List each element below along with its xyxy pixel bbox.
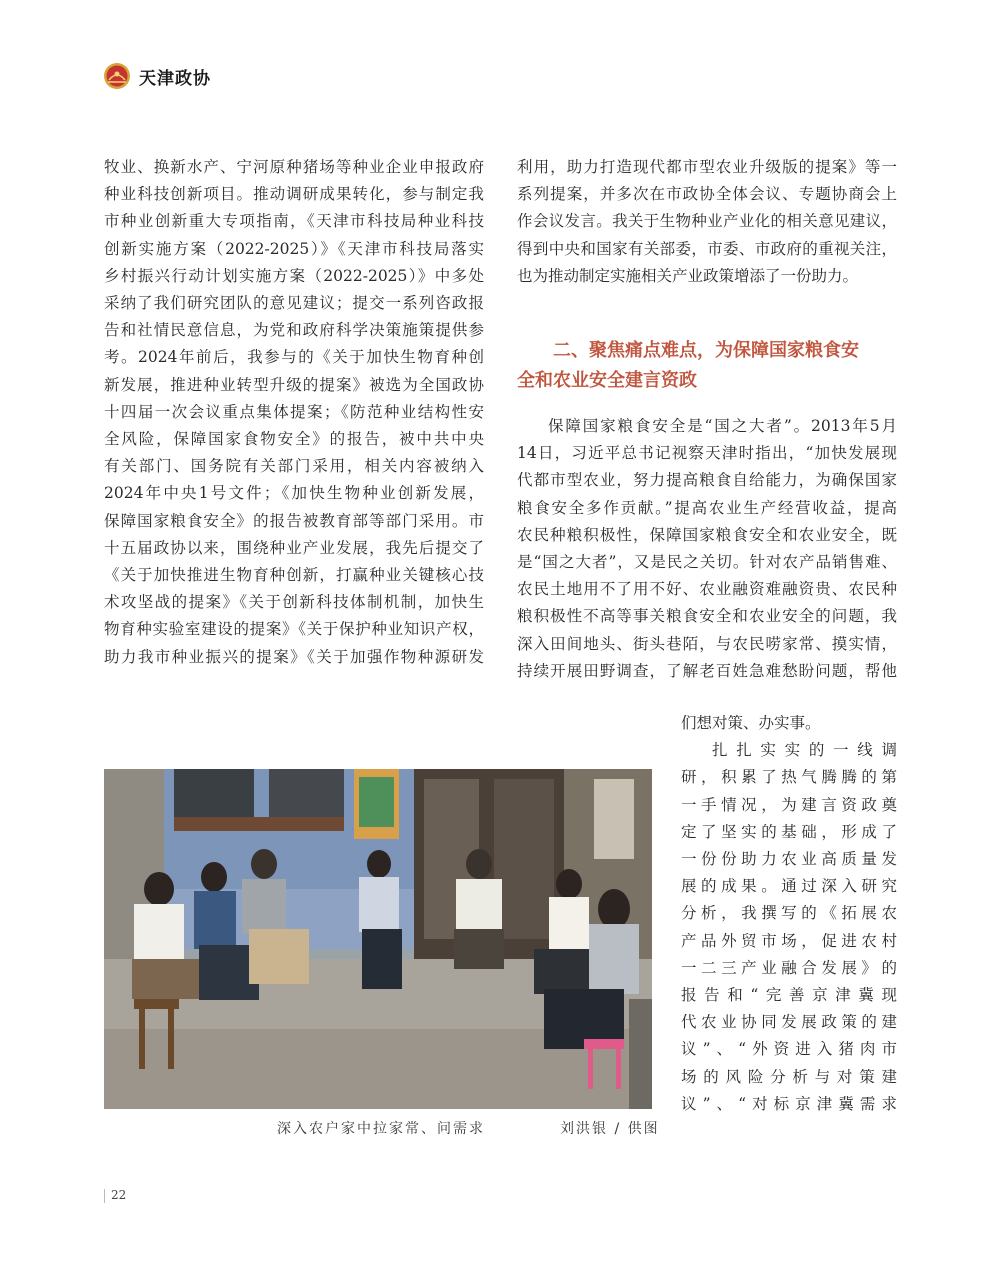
text-line: 14日，习近平总书记视察天津时指出，“加快发展现: [517, 444, 897, 463]
right-column-body-text: [517, 413, 897, 685]
text-line: 创新实施方案（2022-2025）》《天津市科技局落实: [104, 239, 484, 258]
text-line: 粮积极性不高等事关粮食安全和农业安全的问题，我: [517, 607, 897, 626]
section-heading-line: 全和农业安全建言资政: [517, 370, 697, 391]
text-line: 研，积累了热气腾腾的第: [681, 768, 897, 787]
text-line: 粮食安全多作贡献。”提高农业生产经营收益，提高: [517, 498, 897, 517]
text-line: 深入田间地头、街头巷陌，与农民唠家常、摸实情，: [517, 634, 897, 653]
photo-caption: 深入农户家中拉家常、问需求: [277, 1121, 485, 1137]
text-line: 系列提案，并多次在市政协全体会议、专题协商会上: [517, 185, 897, 204]
text-line: 考。2024年前后，我参与的《关于加快生物育种创: [104, 348, 484, 367]
text-line: 乡村振兴行动计划实施方案（2022-2025）》中多处: [104, 266, 484, 285]
right-column-top-text: [517, 154, 897, 290]
text-line: 场的风险分析与对策建: [681, 1067, 897, 1086]
text-line: 市种业创新重大专项指南，《天津市科技局种业科技: [104, 212, 484, 231]
text-line: 农民土地用不了用不好、农业融资难融资贵、农民种: [517, 580, 897, 599]
text-line: 分析，我撰写的《拓展农: [681, 904, 897, 923]
page-number-divider: [104, 1189, 105, 1203]
text-line: 扎扎实实的一线调: [712, 741, 897, 760]
page-number-text: 22: [111, 1188, 127, 1202]
section-heading-line: 二、聚焦痛点难点，为保障国家粮食安: [553, 340, 859, 361]
text-line: 展的成果。通过深入研究: [681, 877, 897, 896]
text-line: 牧业、换新水产、宁河原种猪场等种业企业申报政府: [104, 158, 484, 176]
text-line: 代农业协同发展政策的建: [681, 1013, 897, 1032]
left-paragraph: [104, 154, 484, 671]
text-line: 代都市型农业，努力提高粮食自给能力，为确保国家: [517, 471, 897, 490]
text-line: 新发展，推进种业转型升级的提案》被选为全国政协: [104, 375, 484, 394]
text-line: 助力我市种业振兴的提案》《关于加强作物种源研发: [104, 647, 484, 666]
text-line: 农民种粮积极性，保障国家粮食安全和农业安全，既: [517, 525, 897, 544]
text-line: 采纳了我们研究团队的意见建议；提交一系列咨政报: [104, 294, 484, 313]
text-line: 2024年中央1号文件；《加快生物种业创新发展，: [104, 484, 484, 503]
text-line: 保障国家粮食安全》的报告被教育部等部门采用。市: [104, 511, 484, 530]
text-line: 告和社情民意信息，为党和政府科学决策施策提供参: [104, 321, 484, 340]
text-line: 一份份助力农业高质量发: [681, 850, 897, 869]
text-line: 们想对策、办实事。: [681, 714, 821, 732]
text-line: 保障国家粮食安全是“国之大者”。2013年5月: [548, 417, 897, 435]
text-line: 作会议发言。我关于生物种业产业化的相关意见建议，: [517, 212, 897, 231]
text-line: 全风险，保障国家食物安全》的报告，被中共中央: [104, 430, 484, 449]
right-body-paragraph: [517, 413, 897, 685]
text-line: 定了坚实的基础，形成了: [681, 822, 897, 841]
text-line: 十五届政协以来，围绕种业产业发展，我先后提交了: [104, 538, 484, 557]
text-line: 术攻坚战的提案》《关于创新科技体制机制，加快生: [104, 593, 484, 612]
text-line: 持续开展田野调查，了解老百姓急难愁盼问题，帮他: [517, 661, 897, 680]
text-line: 一手情况，为建言资政奠: [681, 795, 897, 814]
text-line: 报告和“完善京津冀现: [681, 986, 897, 1005]
text-line: 十四届一次会议重点集体提案；《防范种业结构性安: [104, 402, 484, 421]
text-line: 《关于加快推进生物育种创新，打赢种业关键核心技: [104, 566, 484, 585]
right-narrow-paragraph: [681, 710, 897, 1118]
text-line: 是“国之大者”，又是民之关切。针对农产品销售难、: [517, 553, 897, 572]
photo-credit: 刘洪银 / 供图: [560, 1121, 660, 1137]
text-line: 一二三产业融合发展》的: [681, 958, 897, 977]
text-line: 利用，助力打造现代都市型农业升级版的提案》等一: [517, 158, 897, 176]
text-line: 得到中央和国家有关部委，市委、市政府的重视关注，: [517, 239, 897, 258]
text-line: 议”、“对标京津冀需求: [681, 1094, 897, 1113]
text-line: 有关部门、国务院有关部门采用，相关内容被纳入: [104, 457, 484, 476]
right-top-paragraph: [517, 154, 897, 290]
magazine-title: 天津政协: [139, 68, 211, 89]
magazine-header: [103, 62, 211, 90]
photo-illustration: [104, 769, 652, 1109]
left-column-text: [104, 154, 484, 671]
text-line: 也为推动制定实施相关产业政策增添了一份助力。: [517, 266, 859, 285]
page-number: [104, 1188, 126, 1203]
text-line: 物育种实验室建设的提案》《关于保护种业知识产权，: [104, 620, 484, 639]
right-column-narrow-text: [681, 710, 897, 1118]
cppcc-emblem-icon: [103, 62, 131, 90]
text-line: 种业科技创新项目。推动调研成果转化，参与制定我: [104, 185, 484, 204]
section-heading: [517, 336, 899, 396]
text-line: 议”、“外资进入猪肉市: [681, 1040, 897, 1059]
field-visit-photo: [104, 769, 652, 1109]
text-line: 产品外贸市场，促进农村: [681, 931, 897, 950]
